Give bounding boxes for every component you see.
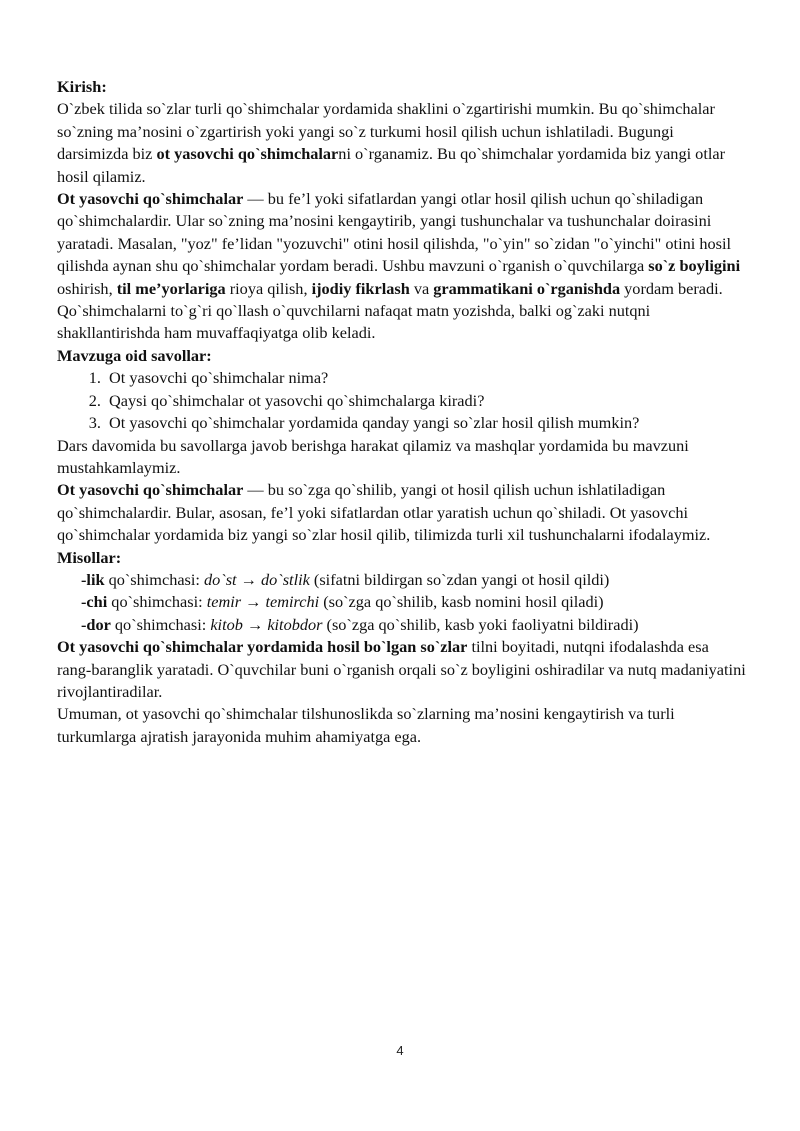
intro-text-start: O`zbek tilida so`zlar turli qo`shimchalar yordamida shaklini o`zgartirishi mumkin. Bu qo`shimchalar so`zning ma’nosini o`zgartirish yoki yangi so`z turkumi hosil qilish uchun ishlatiladi. Bugungi darsimizda biz [57,99,715,164]
question-item: 1. Ot yasovchi qo`shimchalar nima? [105,367,747,389]
arrow-icon: → [241,592,266,612]
definition-1-bold-2: til me’yorlariga [116,278,226,298]
definition-1-text-3: rioya qilish, [225,278,312,298]
example-note: (so`zga qo`shilib, kasb yoki faoliyatni bildiradi) [322,614,639,634]
example-suffix: -dor [81,614,111,634]
example-item [57,614,747,636]
conclusion-text: tilni boyitadi, nutqni ifodalashda esa rang-baranglik yaratadi. O`quvchilar buni o`rganish orqali so`z boyligini oshiradilar va nutq madaniyatini rivojlantiradilar. [57,637,746,701]
example-item [57,569,747,591]
example-note: (so`zga qo`shilib, kasb nomini hosil qiladi) [319,592,604,612]
intro-paragraph [57,98,747,188]
definition-2-term: Ot yasovchi qo`shimchalar [57,480,244,500]
summary-paragraph: Umuman, ot yasovchi qo`shimchalar tilshunoslikda so`zlarning ma’nosini kengaytirish va turli turkumlarga ajratish jarayonida muhim ahamiyatga ega. [57,704,675,746]
questions-heading: Mavzuga oid savollar: [57,345,212,365]
question-item: 3. Ot yasovchi qo`shimchalar yordamida qanday yangi so`zlar hosil qilish mumkin? [105,412,747,434]
definition-1-bold-3: ijodiy fikrlash [311,278,410,298]
example-label: qo`shimchasi: [104,569,205,589]
example-from-word: kitob [210,614,243,634]
example-from-word: do`st [204,569,237,589]
definition-paragraph-1 [57,188,747,345]
intro-bold-term: ot yasovchi qo`shimchalar [156,144,339,164]
example-item [57,591,747,613]
definition-1-term: Ot yasovchi qo`shimchalar [57,189,244,209]
example-suffix: -chi [81,592,108,612]
examples-heading: Misollar: [57,547,122,567]
document-page [57,76,747,748]
example-to-word: do`stlik [261,569,310,589]
arrow-icon: → [242,614,268,634]
definition-1-text-5: yordam beradi. Qo`shimchalarni to`g`ri qo`llash o`quvchilarni nafaqat matn yozishda, balki og`zaki nutqni shakllantirishda ham muvaffaqiyatga olib keladi. [57,278,723,343]
example-to-word: kitobdor [267,614,323,634]
arrow-icon: → [236,569,261,589]
definition-1-text-2: oshirish, [57,278,117,298]
questions-list [57,367,747,434]
intro-heading: Kirish: [57,77,107,96]
example-to-word: temirchi [265,592,320,612]
example-suffix: -lik [81,569,105,589]
questions-after-text: Dars davomida bu savollarga javob berishga harakat qilamiz va mashqlar yordamida bu mavzuni mustahkamlaymiz. [57,435,689,477]
page-number: 4 [396,1043,404,1058]
definition-1-text: — bu fe’l yoki sifatlardan yangi otlar hosil qilish uchun qo`shiladigan qo`shimchalardir. Ular so`zning ma’nosini kengaytirib, yangi tushunchalar va tushunchalar doirasini yaratadi. Masalan, "yoz" fe’lidan "yozuvchi" otini hosil qilishda, "o`yin" so`zidan "o`yinchi" otini hosil qilishda aynan shu qo`shimchalar yordam beradi. Ushbu mavzuni o`rganish o`quvchilarga [57,189,731,276]
example-note: (sifatni bildirgan so`zdan yangi ot hosil qildi) [309,569,610,589]
definition-paragraph-2 [57,479,747,546]
conclusion-paragraph [57,636,747,703]
question-item: 2. Qaysi qo`shimchalar ot yasovchi qo`shimchalarga kiradi? [105,390,747,412]
example-label: qo`shimchasi: [107,592,207,612]
example-label: qo`shimchasi: [110,614,211,634]
definition-1-bold-1: so`z boyligini [648,256,741,276]
example-from-word: temir [206,592,242,612]
definition-2-text: — bu so`zga qo`shilib, yangi ot hosil qilish uchun ishlatiladigan qo`shimchalardir. Bular, asosan, fe’l yoki sifatlardan otlar yaratish uchun qo`shiladi. Ot yasovchi qo`shimchalar yordamida biz yangi so`zlar hosil qilib, tilimizda turli xil tushunchalarni ifodalaymiz. [57,480,711,545]
conclusion-bold: Ot yasovchi qo`shimchalar yordamida hosil bo`lgan so`zlar [57,637,468,657]
definition-1-bold-4: grammatikani o`rganishda [433,278,621,298]
definition-1-text-4: va [409,278,434,298]
intro-text-end: ni o`rganamiz. Bu qo`shimchalar yordamida biz yangi otlar hosil qilamiz. [57,144,726,186]
